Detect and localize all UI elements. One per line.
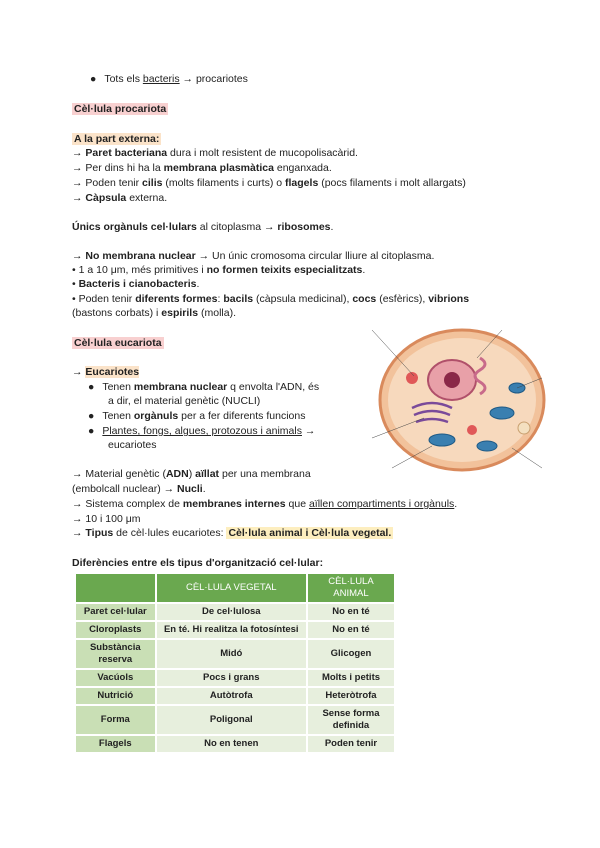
plant-cell: Poligonal — [157, 706, 306, 734]
mitochondrion-2 — [429, 434, 455, 446]
table-row — [76, 688, 394, 704]
lysosome-2 — [467, 425, 477, 435]
table-row — [76, 670, 394, 686]
euk-bullet-3-cont: eucariotes — [108, 439, 157, 451]
animal-cell: Heteròtrofa — [308, 688, 394, 704]
animal-cell-illustration — [352, 318, 552, 488]
euk-p4: → 10 i 100 μm — [72, 513, 141, 525]
table-header-plant: CÈL·LULA VEGETAL — [157, 574, 306, 602]
animal-cell: Molts i petits — [308, 670, 394, 686]
bacteris-link[interactable]: bacteris — [142, 73, 180, 85]
euk-bullet-2: ● Tenen orgànuls per a fer diferents funcions — [88, 410, 306, 422]
euk-bullet-3: ● Plantes, fongs, algues, protozous i animals → — [88, 425, 316, 437]
table-row — [76, 706, 394, 734]
prokaryote-heading: Cèl·lula procariota — [74, 103, 167, 115]
plant-cell: Midó — [157, 640, 306, 668]
external-heading: A la part externa: — [74, 133, 160, 145]
nucleolus — [444, 372, 460, 388]
prok-line-1: → Paret bacteriana dura i molt resistent de mucopolisacàrid. — [72, 147, 358, 159]
animal-cell: No en té — [308, 622, 394, 638]
row-label: Substància reserva — [76, 640, 155, 668]
animal-cell: Poden tenir — [308, 736, 394, 752]
euk-p5: → Tipus de cèl·lules eucariotes: Cèl·lula animal i Cèl·lula vegetal. — [72, 527, 392, 539]
prok-m3: • Bacteris i cianobacteris. — [72, 278, 200, 290]
label-line-5 — [512, 448, 542, 468]
row-label: Flagels — [76, 736, 155, 752]
table-row — [76, 604, 394, 620]
animal-cell: Sense forma definida — [308, 706, 394, 734]
row-label: Vacúols — [76, 670, 155, 686]
euk-p1: → Material genètic (ADN) aïllat per una membrana — [72, 468, 311, 480]
table-header-row — [76, 574, 394, 602]
eukaryote-heading: Cèl·lula eucariota — [74, 337, 162, 349]
mitochondrion-1 — [490, 407, 514, 419]
table-row — [76, 622, 394, 638]
mitochondrion-4 — [477, 441, 497, 451]
row-label: Cloroplasts — [76, 622, 155, 638]
euk-p2: (embolcall nuclear) → Nucli. — [72, 483, 206, 495]
cytoplasm — [388, 338, 536, 462]
organelles-line: Únics orgànuls cel·lulars al citoplasma → ribosomes. — [72, 221, 334, 233]
euk-bullet-1-cont: a dir, el material genètic (NUCLI) — [108, 395, 261, 407]
euk-bullet-1: ● Tenen membrana nuclear q envolta l'ADN, és — [88, 381, 320, 393]
plant-cell: No en tenen — [157, 736, 306, 752]
prok-m4: • Poden tenir diferents formes: bacils (càpsula medicinal), cocs (esfèrics), vibrions — [72, 293, 470, 305]
prok-line-3: → Poden tenir cilis (molts filaments i curts) o flagels (pocs filaments i molt allargats) — [72, 177, 466, 189]
prok-m2: • 1 a 10 μm, més primitives i no formen teixits especialitzats. — [72, 264, 366, 276]
row-label: Forma — [76, 706, 155, 734]
table-header-corner — [76, 574, 155, 602]
plant-cell: Autòtrofa — [157, 688, 306, 704]
prok-line-4: → Càpsula externa. — [72, 192, 168, 204]
table-title: Diferències entre els tipus d'organització cel·lular: — [72, 557, 324, 569]
intro-bullet: ● Tots els bacteris → procariotes — [90, 73, 248, 85]
prok-m1: → No membrana nuclear → Un únic cromosoma circular lliure al citoplasma. — [72, 250, 435, 262]
plant-cell: De cel·lulosa — [157, 604, 306, 620]
comparison-table — [74, 572, 396, 754]
animal-cell: No en té — [308, 604, 394, 620]
table-row — [76, 640, 394, 668]
vacuole — [518, 422, 530, 434]
table-row — [76, 736, 394, 752]
row-label: Nutrició — [76, 688, 155, 704]
plant-cell: Pocs i grans — [157, 670, 306, 686]
eukaryote-sub: → Eucariotes — [72, 366, 140, 378]
euk-p3: → Sistema complex de membranes internes que aïllen compartiments i orgànuls. — [72, 498, 458, 510]
prok-line-2: → Per dins hi ha la membrana plasmàtica enganxada. — [72, 162, 332, 174]
prok-m5: (bastons corbats) i espirils (molla). — [72, 307, 236, 319]
plant-cell: En té. Hi realitza la fotosíntesi — [157, 622, 306, 638]
row-label: Paret cel·lular — [76, 604, 155, 620]
table-header-animal: CÈL·LULA ANIMAL — [308, 574, 394, 602]
animal-cell: Glicogen — [308, 640, 394, 668]
